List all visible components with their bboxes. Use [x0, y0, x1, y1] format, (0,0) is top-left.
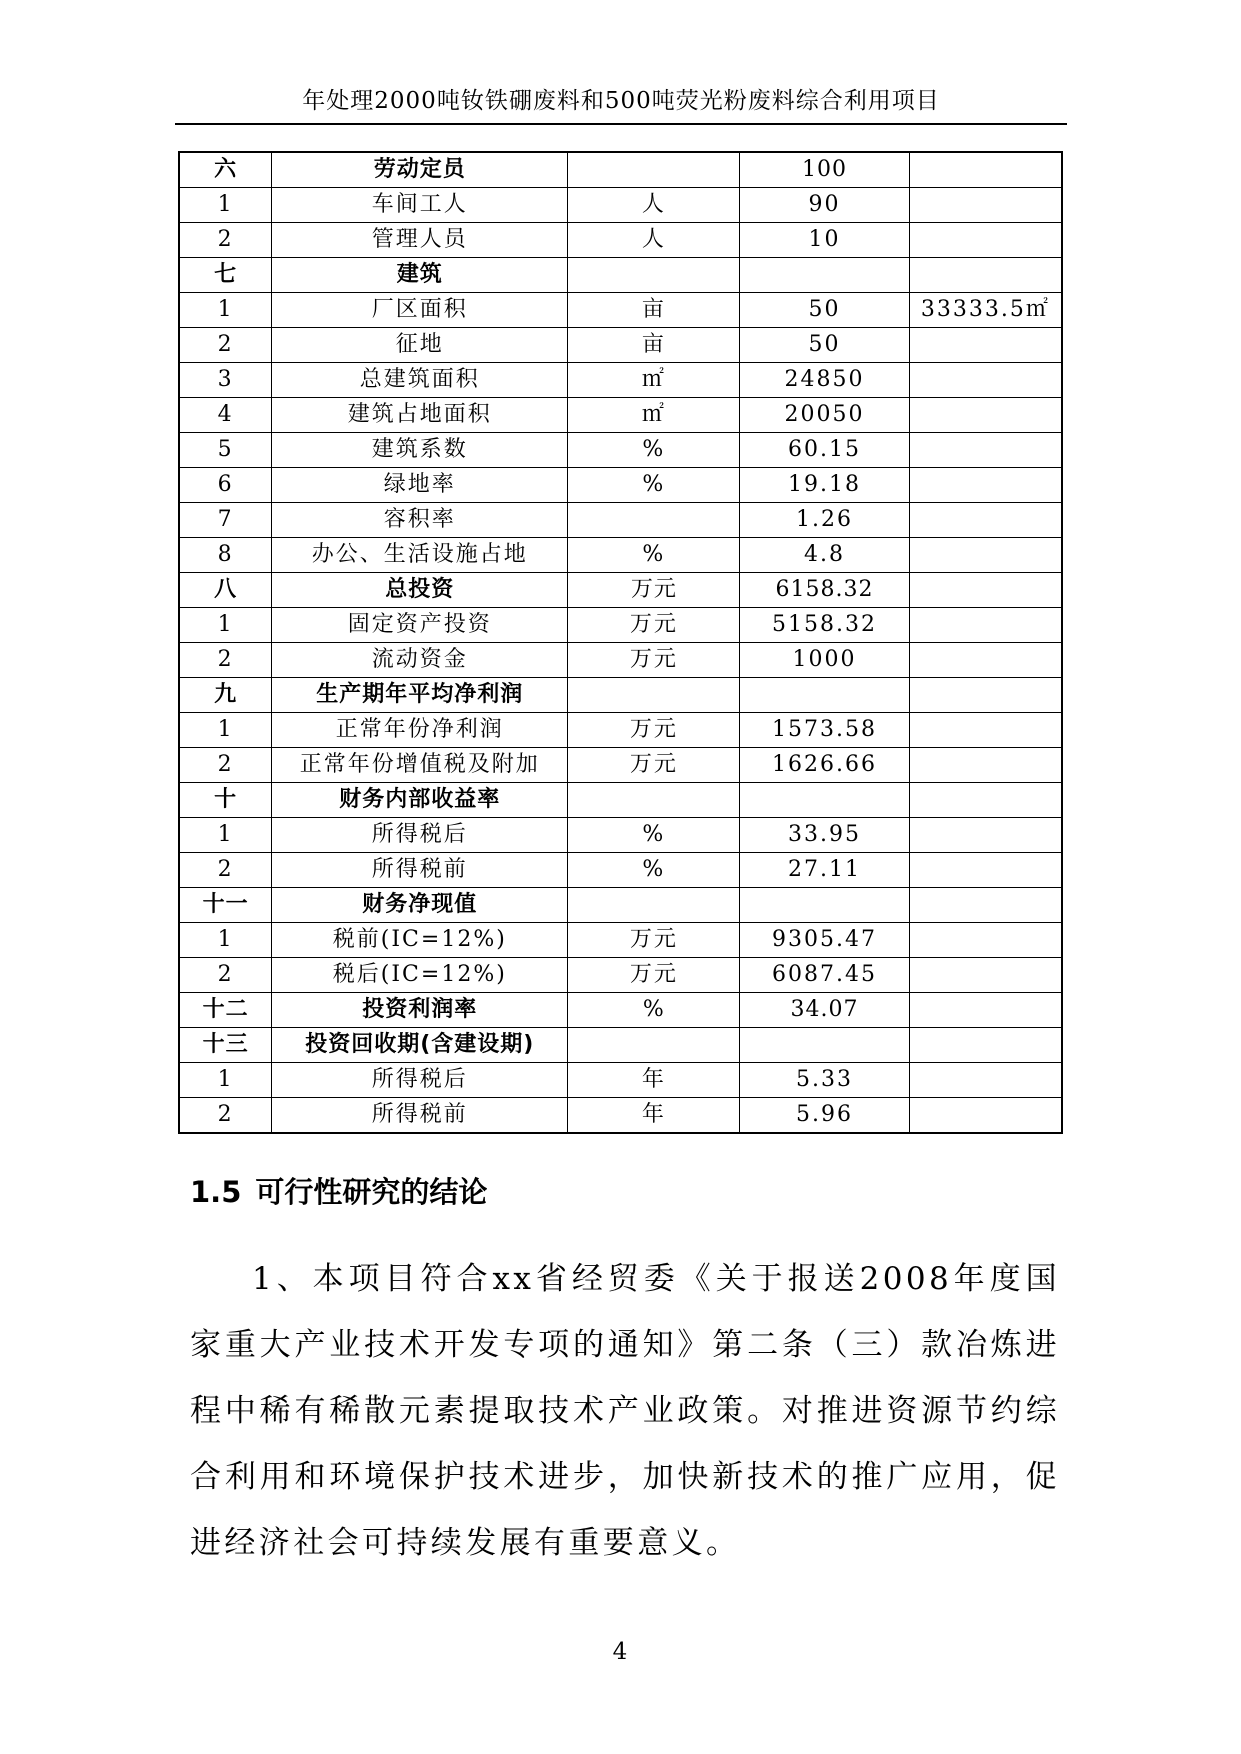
cell-value: 5158.32 — [740, 608, 910, 643]
table-row — [179, 853, 1062, 888]
section-title-text: 可行性研究的结论 — [255, 1175, 488, 1209]
cell-note — [909, 713, 1062, 748]
table-row — [179, 293, 1062, 328]
cell-no: 2 — [179, 958, 272, 993]
cell-item: 厂区面积 — [272, 293, 568, 328]
cell-unit: ㎡ — [568, 363, 740, 398]
cell-unit: 万元 — [568, 573, 740, 608]
cell-no: 1 — [179, 608, 272, 643]
cell-value: 9305.47 — [740, 923, 910, 958]
cell-item: 财务内部收益率 — [272, 783, 568, 818]
cell-note — [909, 188, 1062, 223]
cell-unit: 亩 — [568, 328, 740, 363]
table-section-row — [179, 152, 1062, 188]
summary-table-body — [179, 152, 1062, 1133]
cell-item: 劳动定员 — [272, 152, 568, 188]
cell-note — [909, 223, 1062, 258]
table-section-row — [179, 678, 1062, 713]
cell-value: 60.15 — [740, 433, 910, 468]
table-row — [179, 1098, 1062, 1134]
cell-unit — [568, 258, 740, 293]
conclusion-paragraph: 1、本项目符合xx省经贸委《关于报送2008年度国家重大产业技术开发专项的通知》第二条（三）款冶炼进程中稀有稀散元素提取技术产业政策。对推进资源节约综合利用和环境保护技术进步，加快新技术的推广应用，促进经济社会可持续发展有重要意义。 — [190, 1261, 1060, 1561]
cell-value: 5.96 — [740, 1098, 910, 1134]
cell-note — [909, 328, 1062, 363]
cell-no: 1 — [179, 1063, 272, 1098]
cell-note — [909, 958, 1062, 993]
cell-unit: % — [568, 993, 740, 1028]
cell-unit: % — [568, 538, 740, 573]
page-number: 4 — [612, 1639, 628, 1665]
cell-value: 6087.45 — [740, 958, 910, 993]
cell-note — [909, 433, 1062, 468]
cell-note — [909, 363, 1062, 398]
table-row — [179, 1063, 1062, 1098]
cell-value: 5.33 — [740, 1063, 910, 1098]
cell-item: 建筑占地面积 — [272, 398, 568, 433]
table-row — [179, 503, 1062, 538]
table-row — [179, 468, 1062, 503]
cell-unit: % — [568, 433, 740, 468]
cell-unit — [568, 152, 740, 188]
cell-value: 90 — [740, 188, 910, 223]
cell-item: 税前(IC=12%) — [272, 923, 568, 958]
table-row — [179, 398, 1062, 433]
cell-item: 建筑系数 — [272, 433, 568, 468]
cell-unit: % — [568, 468, 740, 503]
table-row — [179, 643, 1062, 678]
cell-value: 1000 — [740, 643, 910, 678]
cell-item: 生产期年平均净利润 — [272, 678, 568, 713]
cell-note — [909, 258, 1062, 293]
cell-item: 管理人员 — [272, 223, 568, 258]
cell-item: 总建筑面积 — [272, 363, 568, 398]
cell-no: 十 — [179, 783, 272, 818]
cell-note — [909, 783, 1062, 818]
table-section-row — [179, 783, 1062, 818]
cell-value — [740, 1028, 910, 1063]
cell-item: 财务净现值 — [272, 888, 568, 923]
cell-no: 十三 — [179, 1028, 272, 1063]
cell-no: 十二 — [179, 993, 272, 1028]
cell-value: 33.95 — [740, 818, 910, 853]
cell-item: 所得税前 — [272, 853, 568, 888]
cell-note — [909, 678, 1062, 713]
cell-value: 1573.58 — [740, 713, 910, 748]
cell-no: 2 — [179, 748, 272, 783]
cell-value — [740, 783, 910, 818]
table-row — [179, 608, 1062, 643]
cell-note — [909, 1098, 1062, 1134]
cell-unit: % — [568, 853, 740, 888]
table-section-row — [179, 573, 1062, 608]
cell-value: 34.07 — [740, 993, 910, 1028]
cell-item: 固定资产投资 — [272, 608, 568, 643]
table-row — [179, 958, 1062, 993]
cell-note: 33333.5㎡ — [909, 293, 1062, 328]
cell-item: 流动资金 — [272, 643, 568, 678]
table-row — [179, 818, 1062, 853]
cell-unit: 万元 — [568, 608, 740, 643]
cell-value — [740, 888, 910, 923]
cell-item: 投资回收期(含建设期) — [272, 1028, 568, 1063]
table-row — [179, 363, 1062, 398]
cell-value: 27.11 — [740, 853, 910, 888]
cell-unit: 亩 — [568, 293, 740, 328]
project-summary-table — [178, 151, 1063, 1134]
cell-unit: % — [568, 818, 740, 853]
table-row — [179, 748, 1062, 783]
table-section-row — [179, 888, 1062, 923]
table-row — [179, 188, 1062, 223]
cell-no: 十一 — [179, 888, 272, 923]
cell-value: 1.26 — [740, 503, 910, 538]
cell-unit — [568, 783, 740, 818]
table-row — [179, 538, 1062, 573]
cell-unit: 万元 — [568, 748, 740, 783]
cell-note — [909, 993, 1062, 1028]
cell-item: 容积率 — [272, 503, 568, 538]
cell-item: 绿地率 — [272, 468, 568, 503]
header-rule — [175, 123, 1067, 125]
cell-note — [909, 888, 1062, 923]
cell-unit: 年 — [568, 1098, 740, 1134]
table-row — [179, 713, 1062, 748]
table-row — [179, 433, 1062, 468]
cell-value: 6158.32 — [740, 573, 910, 608]
cell-note — [909, 1063, 1062, 1098]
cell-note — [909, 398, 1062, 433]
cell-item: 办公、生活设施占地 — [272, 538, 568, 573]
cell-no: 七 — [179, 258, 272, 293]
section-number: 1.5 — [190, 1175, 242, 1209]
cell-value: 100 — [740, 152, 910, 188]
cell-no: 1 — [179, 818, 272, 853]
cell-unit: 年 — [568, 1063, 740, 1098]
cell-value: 10 — [740, 223, 910, 258]
cell-no: 1 — [179, 293, 272, 328]
cell-no: 1 — [179, 923, 272, 958]
cell-unit: 万元 — [568, 643, 740, 678]
cell-no: 2 — [179, 643, 272, 678]
cell-item: 车间工人 — [272, 188, 568, 223]
cell-unit — [568, 888, 740, 923]
cell-no: 六 — [179, 152, 272, 188]
cell-no: 八 — [179, 573, 272, 608]
cell-note — [909, 503, 1062, 538]
cell-note — [909, 853, 1062, 888]
cell-unit: 万元 — [568, 958, 740, 993]
cell-note — [909, 1028, 1062, 1063]
cell-value: 50 — [740, 328, 910, 363]
cell-value: 20050 — [740, 398, 910, 433]
cell-unit: 人 — [568, 223, 740, 258]
table-row — [179, 223, 1062, 258]
cell-no: 1 — [179, 188, 272, 223]
table-section-row — [179, 1028, 1062, 1063]
cell-item: 正常年份增值税及附加 — [272, 748, 568, 783]
cell-note — [909, 643, 1062, 678]
table-section-row — [179, 258, 1062, 293]
cell-no: 2 — [179, 1098, 272, 1134]
cell-value — [740, 678, 910, 713]
cell-unit: 人 — [568, 188, 740, 223]
cell-no: 2 — [179, 853, 272, 888]
cell-no: 4 — [179, 398, 272, 433]
table-row — [179, 328, 1062, 363]
cell-item: 总投资 — [272, 573, 568, 608]
cell-no: 6 — [179, 468, 272, 503]
cell-no: 5 — [179, 433, 272, 468]
cell-item: 税后(IC=12%) — [272, 958, 568, 993]
section-heading — [190, 1172, 487, 1212]
table-section-row — [179, 993, 1062, 1028]
cell-item: 投资利润率 — [272, 993, 568, 1028]
cell-unit — [568, 503, 740, 538]
cell-item: 征地 — [272, 328, 568, 363]
cell-no: 1 — [179, 713, 272, 748]
cell-no: 3 — [179, 363, 272, 398]
cell-item: 所得税后 — [272, 818, 568, 853]
cell-unit — [568, 1028, 740, 1063]
cell-value: 24850 — [740, 363, 910, 398]
cell-no: 2 — [179, 223, 272, 258]
cell-value: 1626.66 — [740, 748, 910, 783]
cell-unit: 万元 — [568, 923, 740, 958]
table-row — [179, 923, 1062, 958]
cell-value: 19.18 — [740, 468, 910, 503]
cell-note — [909, 573, 1062, 608]
cell-value: 50 — [740, 293, 910, 328]
cell-note — [909, 748, 1062, 783]
cell-note — [909, 538, 1062, 573]
cell-item: 所得税后 — [272, 1063, 568, 1098]
cell-note — [909, 818, 1062, 853]
cell-unit: ㎡ — [568, 398, 740, 433]
cell-note — [909, 152, 1062, 188]
cell-no: 8 — [179, 538, 272, 573]
cell-unit: 万元 — [568, 713, 740, 748]
cell-item: 正常年份净利润 — [272, 713, 568, 748]
cell-note — [909, 608, 1062, 643]
cell-note — [909, 923, 1062, 958]
cell-item: 所得税前 — [272, 1098, 568, 1134]
cell-value: 4.8 — [740, 538, 910, 573]
cell-no: 2 — [179, 328, 272, 363]
running-header: 年处理2000吨钕铁硼废料和500吨荧光粉废料综合利用项目 — [302, 88, 940, 114]
cell-unit — [568, 678, 740, 713]
cell-no: 7 — [179, 503, 272, 538]
cell-note — [909, 468, 1062, 503]
cell-item: 建筑 — [272, 258, 568, 293]
cell-no: 九 — [179, 678, 272, 713]
cell-value — [740, 258, 910, 293]
